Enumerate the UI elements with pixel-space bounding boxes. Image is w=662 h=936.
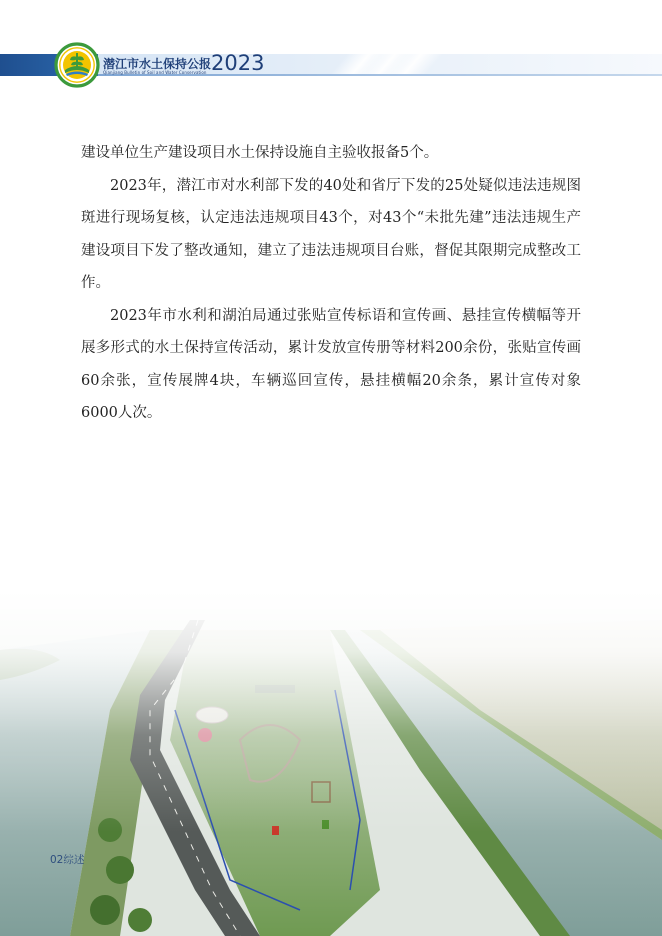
body-text bbox=[81, 137, 581, 430]
aerial-photo-river-road bbox=[0, 590, 662, 936]
header-band bbox=[0, 40, 662, 84]
header-subtitle: Qianjiang Bulletin of Soil and Water Conservation bbox=[103, 70, 207, 75]
paragraph: 2023年市水利和湖泊局通过张贴宣传标语和宣传画、悬挂宣传横幅等开展多形式的水土保持宣传活动，累计发放宣传册等材料200余份，张贴宣传画60余张，宣传展牌4块，车辆巡回宣传，悬挂横幅20余条，累计宣传对象6000人次。 bbox=[81, 307, 581, 421]
header-year: 2023 bbox=[211, 51, 265, 75]
paragraph: 建设单位生产建设项目水土保持设施自主验收报备5个。 bbox=[81, 145, 439, 161]
page-footer-label: 02综述 bbox=[50, 854, 85, 866]
header-title: 潜江市水土保持公报 bbox=[103, 57, 212, 71]
paragraph: 2023年，潜江市对水利部下发的40处和省厅下发的25处疑似违法违规图斑进行现场复核，认定违法违规项目43个，对43个“未批先建”违法违规生产建设项目下发了整改通知，建立了违法违规项目台账，督促其限期完成整改工作。 bbox=[81, 177, 581, 291]
soil-water-conservation-logo-icon bbox=[54, 42, 100, 88]
